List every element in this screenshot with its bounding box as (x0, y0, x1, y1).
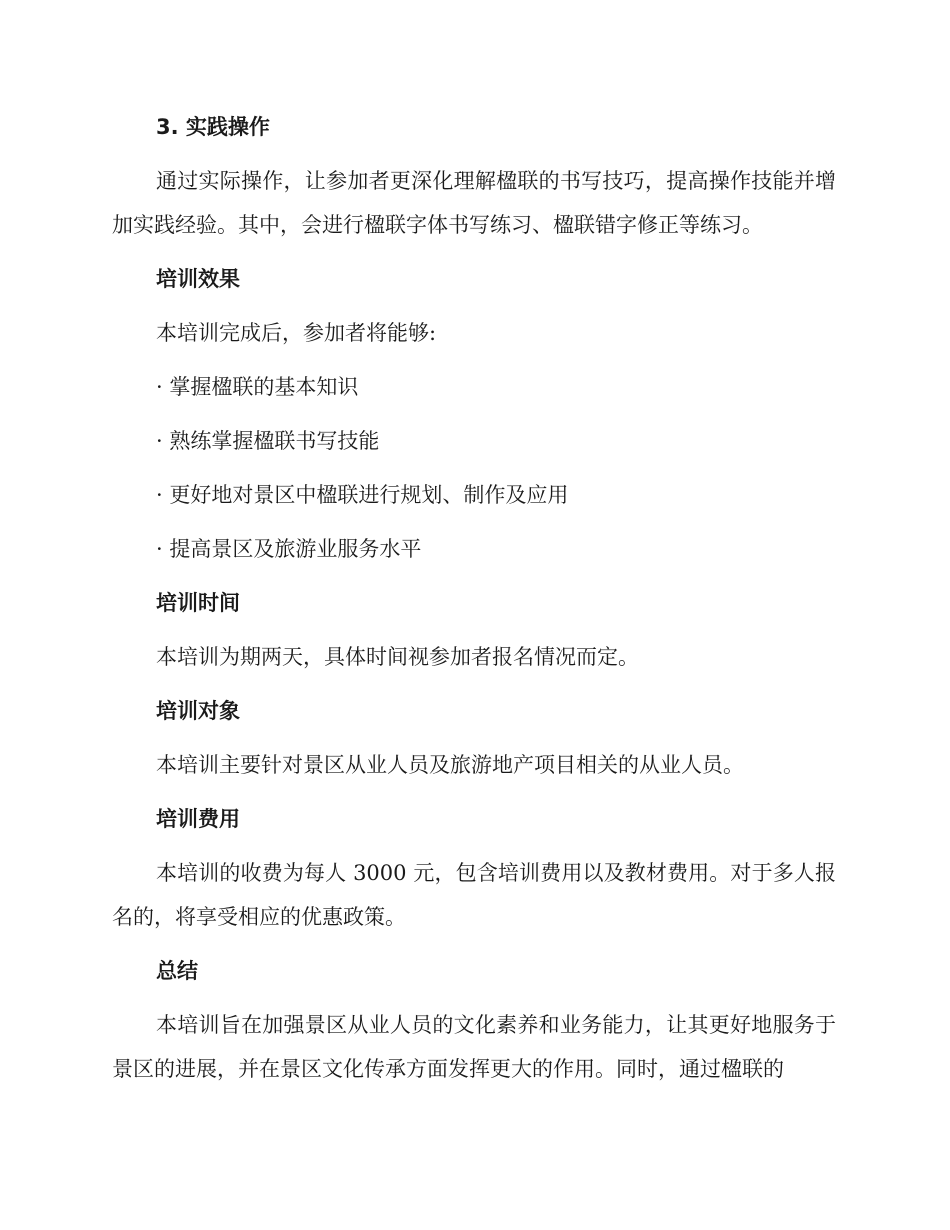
paragraph-summary: 本培训旨在加强景区从业人员的文化素养和业务能力，让其更好地服务于景区的进展，并在景区文化传承方面发挥更大的作用。同时，通过楹联的 (112, 1013, 836, 1081)
bullet-item: · 提高景区及旅游业服务水平 (156, 537, 422, 561)
paragraph-audience: 本培训主要针对景区从业人员及旅游地产项目相关的从业人员。 (156, 753, 744, 777)
section-heading-practice: 3. 实践操作 (156, 115, 270, 139)
bullet-item: · 更好地对景区中楹联进行规划、制作及应用 (156, 483, 569, 507)
section-heading-summary: 总结 (156, 959, 198, 983)
paragraph-time: 本培训为期两天，具体时间视参加者报名情况而定。 (156, 645, 639, 669)
bullet-item: · 掌握楹联的基本知识 (156, 375, 359, 399)
section-heading-fee: 培训费用 (156, 807, 240, 831)
section-heading-effect: 培训效果 (156, 267, 240, 291)
document-body (112, 105, 836, 1101)
paragraph-effect-intro: 本培训完成后，参加者将能够: (156, 321, 437, 345)
section-heading-audience: 培训对象 (156, 699, 240, 723)
bullet-item: · 熟练掌握楹联书写技能 (156, 429, 380, 453)
paragraph-practice: 通过实际操作，让参加者更深化理解楹联的书写技巧，提高操作技能并增加实践经验。其中，会进行楹联字体书写练习、楹联错字修正等练习。 (112, 169, 836, 237)
paragraph-fee: 本培训的收费为每人 3000 元，包含培训费用以及教材费用。对于多人报名的，将享受相应的优惠政策。 (112, 861, 836, 929)
section-heading-time: 培训时间 (156, 591, 240, 615)
